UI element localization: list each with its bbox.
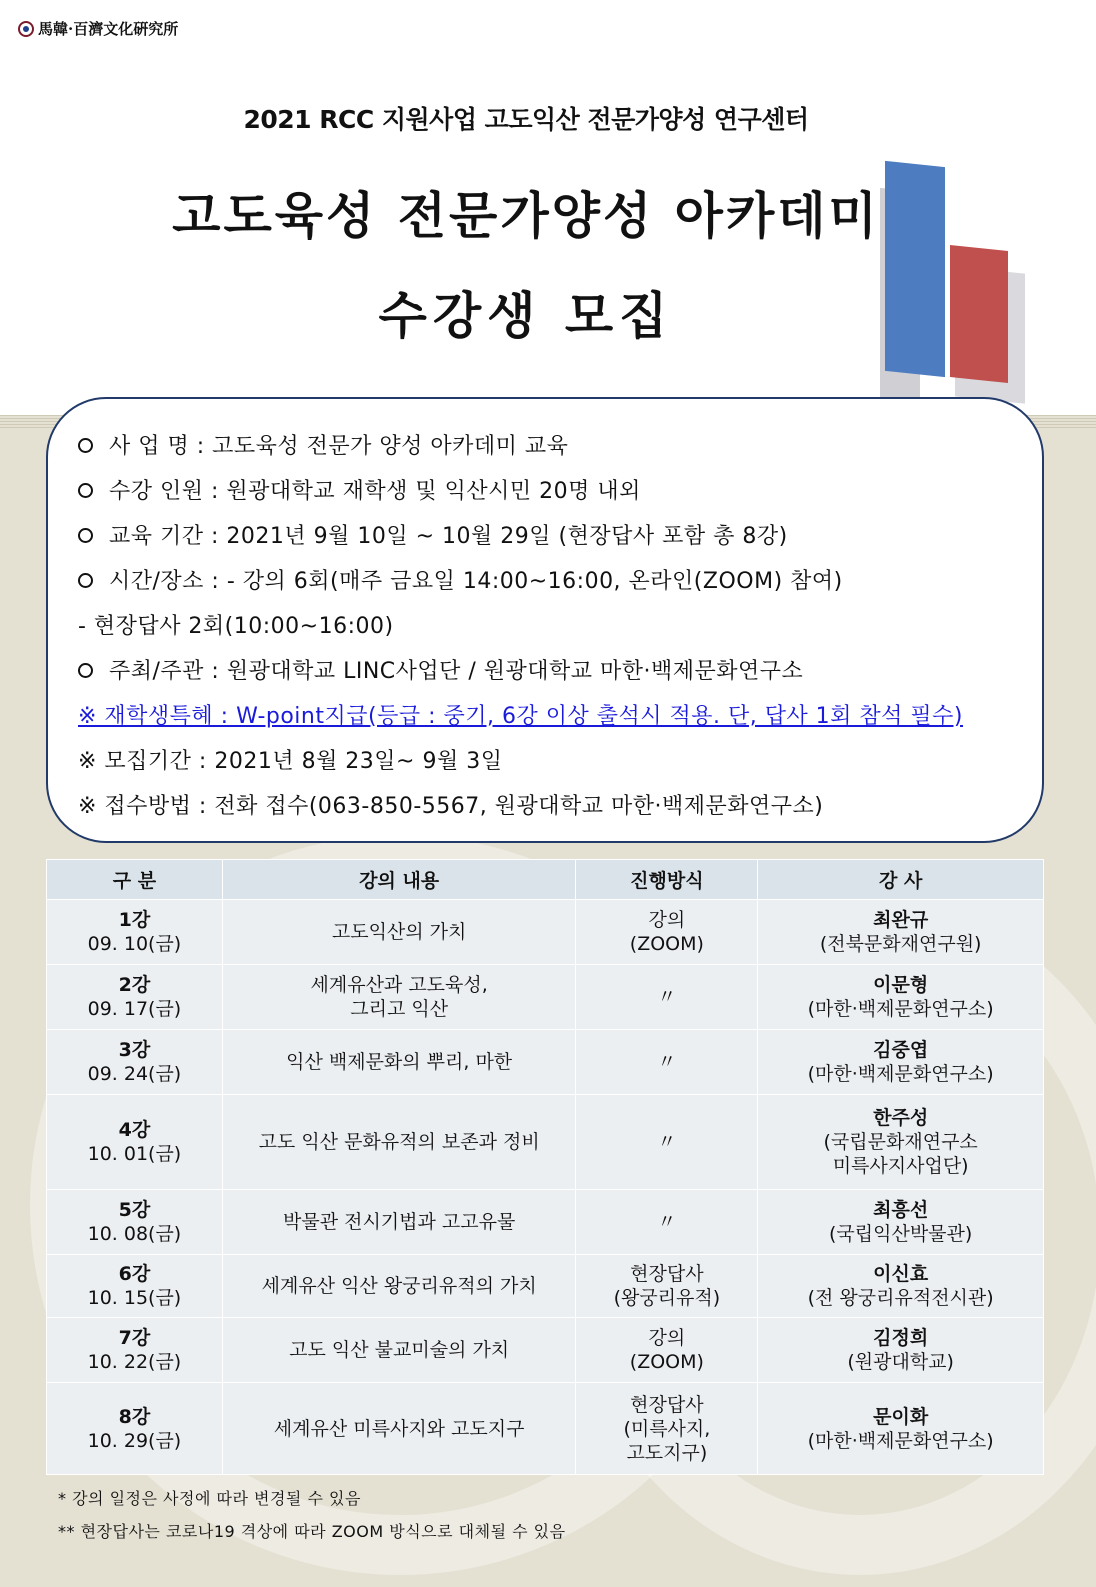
table-row — [47, 965, 1044, 1030]
method-cell: 현장답사 (미륵사지, 고도지구) — [576, 1383, 758, 1475]
session-number: 3강 — [118, 1039, 151, 1061]
table-row — [47, 1190, 1044, 1255]
page-title-secondary: 수강생 모집 — [378, 286, 674, 345]
session-cell — [47, 1030, 223, 1095]
table-row — [47, 900, 1044, 965]
schedule-table — [46, 859, 1044, 1475]
lecturer-affiliation: (전북문화재연구원) — [819, 933, 982, 955]
org-logo — [18, 18, 178, 39]
lecturer-affiliation: (마한·백제문화연구소) — [807, 1063, 994, 1085]
info-time-place — [78, 564, 843, 595]
lecturer-cell — [758, 900, 1044, 965]
session-date: 09. 24(금) — [87, 1063, 182, 1085]
benefit-link[interactable]: ※ 재학생특혜 : W-point지급(등급 : 중기, 6강 이상 출석시 적용. 단, 답사 1회 참석 필수) — [78, 704, 964, 729]
lecturer-name: 최완규 — [873, 909, 929, 931]
table-row — [47, 1383, 1044, 1475]
session-cell — [47, 1383, 223, 1475]
session-date: 10. 15(금) — [87, 1287, 182, 1309]
session-number: 8강 — [118, 1405, 151, 1428]
content-cell: 고도 익산 불교미술의 가치 — [222, 1318, 576, 1383]
circle-bullet-icon — [78, 663, 93, 678]
session-number: 6강 — [118, 1263, 151, 1285]
info-text: 사 업 명 : 고도육성 전문가 양성 아카데미 교육 — [109, 434, 569, 459]
lecturer-cell — [758, 965, 1044, 1030]
session-number: 5강 — [118, 1199, 151, 1221]
table-row — [47, 1255, 1044, 1318]
column-header: 강의 내용 — [222, 860, 576, 900]
lecturer-name: 이신효 — [873, 1263, 929, 1285]
lecturer-affiliation: (국립익산박물관) — [829, 1223, 973, 1245]
lecturer-affiliation: (마한·백제문화연구소) — [807, 1429, 994, 1452]
session-cell — [47, 1318, 223, 1383]
lecturer-cell — [758, 1190, 1044, 1255]
blue-flag-decoration — [885, 161, 945, 377]
session-cell — [47, 1255, 223, 1318]
footnote-field-trip: ** 현장답사는 코로나19 격상에 따라 ZOOM 방식으로 대체될 수 있음 — [58, 1522, 566, 1541]
method-cell: 강의 (ZOOM) — [576, 1318, 758, 1383]
info-text: 교육 기간 : 2021년 9월 10일 ~ 10월 29일 (현장답사 포함 총 8강) — [109, 524, 788, 549]
info-business-name — [78, 429, 568, 460]
circle-bullet-icon — [78, 528, 93, 543]
session-number: 7강 — [118, 1327, 151, 1349]
session-cell — [47, 1095, 223, 1190]
session-number: 2강 — [118, 974, 151, 996]
lecturer-name: 문이화 — [873, 1405, 929, 1428]
session-date: 10. 08(금) — [87, 1223, 182, 1245]
table-header-row — [47, 860, 1044, 900]
logo-emblem-icon — [18, 21, 34, 37]
column-header: 진행방식 — [576, 860, 758, 900]
info-capacity — [78, 474, 641, 505]
content-cell: 익산 백제문화의 뿌리, 마한 — [222, 1030, 576, 1095]
circle-bullet-icon — [78, 438, 93, 453]
info-apply-method: ※ 접수방법 : 전화 접수(063-850-5567, 원광대학교 마한·백제문화연구소) — [78, 794, 824, 819]
lecturer-name: 김정희 — [873, 1327, 929, 1349]
session-number: 4강 — [118, 1119, 151, 1141]
lecturer-name: 한주성 — [873, 1107, 929, 1129]
column-header: 강 사 — [758, 860, 1044, 900]
info-text: 주최/주관 : 원광대학교 LINC사업단 / 원광대학교 마한·백제문화연구소 — [109, 659, 804, 684]
content-cell: 세계유산 익산 왕궁리유적의 가치 — [222, 1255, 576, 1318]
circle-bullet-icon — [78, 483, 93, 498]
content-cell: 세계유산과 고도육성, 그리고 익산 — [222, 965, 576, 1030]
session-cell — [47, 965, 223, 1030]
table-row — [47, 1030, 1044, 1095]
session-date: 10. 29(금) — [87, 1429, 182, 1452]
red-flag-decoration — [950, 245, 1008, 383]
session-date: 10. 22(금) — [87, 1351, 182, 1373]
info-box — [46, 397, 1044, 843]
column-header: 구 분 — [47, 860, 223, 900]
content-cell: 박물관 전시기법과 고고유물 — [222, 1190, 576, 1255]
content-cell: 고도 익산 문화유적의 보존과 정비 — [222, 1095, 576, 1190]
lecturer-name: 최흥선 — [873, 1199, 929, 1221]
method-cell: 〃 — [576, 1190, 758, 1255]
lecturer-affiliation: (전 왕궁리유적전시관) — [807, 1287, 994, 1309]
session-cell — [47, 900, 223, 965]
method-cell: 현장답사 (왕궁리유적) — [576, 1255, 758, 1318]
method-cell: 강의 (ZOOM) — [576, 900, 758, 965]
lecturer-cell — [758, 1030, 1044, 1095]
lecturer-affiliation: (원광대학교) — [847, 1351, 954, 1373]
method-cell: 〃 — [576, 965, 758, 1030]
session-date: 10. 01(금) — [87, 1143, 182, 1165]
lecturer-cell — [758, 1383, 1044, 1475]
org-name: 馬韓·百濟文化硏究所 — [38, 20, 179, 38]
lecturer-cell — [758, 1255, 1044, 1318]
info-recruit-period: ※ 모집기간 : 2021년 8월 23일~ 9월 3일 — [78, 749, 503, 774]
content-cell: 고도익산의 가치 — [222, 900, 576, 965]
session-cell — [47, 1190, 223, 1255]
session-number: 1강 — [118, 909, 151, 931]
lecturer-cell — [758, 1318, 1044, 1383]
lecturer-name: 김중엽 — [873, 1039, 929, 1061]
table-row — [47, 1318, 1044, 1383]
lecturer-name: 이문형 — [873, 974, 929, 996]
table-row — [47, 1095, 1044, 1190]
page-title: 고도육성 전문가양성 아카데미 — [172, 186, 880, 245]
lecturer-affiliation: (국립문화재연구소 미륵사지사업단) — [823, 1131, 978, 1177]
session-date: 09. 17(금) — [87, 998, 182, 1020]
info-host — [78, 654, 803, 685]
info-period — [78, 519, 788, 550]
info-text: 수강 인원 : 원광대학교 재학생 및 익산시민 20명 내외 — [109, 479, 641, 504]
lecturer-cell — [758, 1095, 1044, 1190]
info-time-place-field-trip: - 현장답사 2회(10:00~16:00) — [78, 614, 394, 639]
circle-bullet-icon — [78, 573, 93, 588]
info-text: 시간/장소 : - 강의 6회(매주 금요일 14:00~16:00, 온라인(ZOOM) 참여) — [109, 569, 843, 594]
page-subtitle: 2021 RCC 지원사업 고도익산 전문가양성 연구센터 — [243, 105, 809, 134]
lecturer-affiliation: (마한·백제문화연구소) — [807, 998, 994, 1020]
footnote-schedule-change: * 강의 일정은 사정에 따라 변경될 수 있음 — [58, 1489, 361, 1508]
method-cell: 〃 — [576, 1030, 758, 1095]
method-cell: 〃 — [576, 1095, 758, 1190]
session-date: 09. 10(금) — [87, 933, 182, 955]
content-cell: 세계유산 미륵사지와 고도지구 — [222, 1383, 576, 1475]
